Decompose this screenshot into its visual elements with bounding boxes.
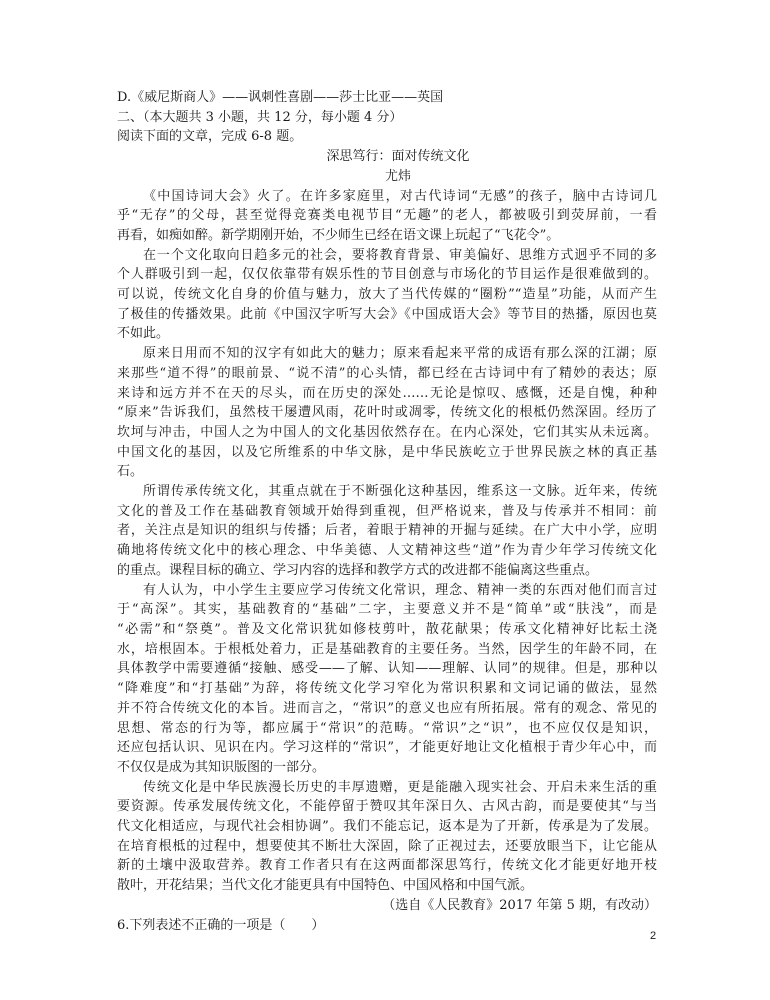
paragraph-line: 思想、常态的行为等，都应属于“常识”的范畴。“常识”之“识”，也不应仅仅是知识， bbox=[117, 720, 657, 736]
question-6: 6.下列表述不正确的一项是（ ） bbox=[117, 917, 325, 933]
paragraph-line: 《中国诗词大会》火了。在许多家庭里，对古代诗词“无感”的孩子，脑中古诗词几 bbox=[143, 188, 657, 204]
paragraph-line: 坎坷与冲击，中国人之为中国人的文化基因依然存在。在内心深处，它们其实从未远离。 bbox=[117, 424, 657, 440]
paragraph-line: 了极佳的传播效果。此前《中国汉字听写大会》《中国成语大会》等节目的热播，原因也莫 bbox=[117, 306, 657, 322]
paragraph-line: 文化的普及工作在基础教育领域开始得到重视，但严格说来，普及与传承并不相同：前 bbox=[117, 503, 657, 519]
paragraph-line: 水，培根固本。于根柢处着力，正是基础教育的主要任务。当然，因学生的年龄不同，在 bbox=[117, 641, 657, 657]
paragraph-line: 再看，如痴如醉。新学期刚开始，不少师生已经在语文课上玩起了“飞花令”。 bbox=[117, 227, 560, 243]
paragraph-line: 可以说，传统文化自身的价值与魅力，放大了当代传媒的“圈粉”“造星”功能，从而产生 bbox=[117, 287, 657, 303]
paragraph-line: 的重点。课程目标的确立、学习内容的选择和教学方式的改进都不能偏离这些重点。 bbox=[117, 562, 599, 578]
paragraph-line: 来那些“道不得”的眼前景、“说不清”的心头情，都已经在古诗词中有了精妙的表达；原 bbox=[117, 365, 657, 381]
paragraph-line: 者，关注点是知识的组织与传播；后者，着眼于精神的开掘与延续。在广大中小学，应明 bbox=[117, 523, 657, 539]
article-paragraph bbox=[117, 246, 657, 345]
option-d: D.《威尼斯商人》——讽刺性喜剧——莎士比亚——英国 bbox=[117, 90, 444, 105]
paragraph-line: 不仅仅是成为其知识版图的一部分。 bbox=[117, 759, 326, 775]
paragraph-line: 在一个文化取向日趋多元的社会，要将教育背景、审美偏好、思维方式迥乎不同的多 bbox=[143, 247, 657, 263]
paragraph-line: 石。 bbox=[117, 464, 144, 480]
paragraph-line: 并不符合传统文化的本旨。进而言之，“常识”的意义也应有所拓展。常有的观念、常见的 bbox=[117, 700, 657, 716]
paragraph-line: 代文化相适应，与现代社会相协调”。我们不能忘记，返本是为了开新，传承是为了发展。 bbox=[117, 819, 657, 835]
paragraph-line: “原来”告诉我们，虽然枝干屡遭风雨，花叶时或凋零，传统文化的根柢仍然深固。经历了 bbox=[117, 405, 657, 421]
paragraph-line: 乎“无存”的父母，甚至觉得竞赛类电视节目“无趣”的老人，都被吸引到荧屏前，一看 bbox=[117, 208, 657, 224]
paragraph-line: “降难度”和“打基础”为辞，将传统文化学习窄化为常识积累和文词记诵的做法，显然 bbox=[117, 681, 657, 697]
paragraph-line: 原来日用而不知的汉字有如此大的魅力；原来看起来平常的成语有那么深的江湖；原 bbox=[143, 346, 657, 362]
article-paragraph bbox=[117, 187, 657, 246]
article-paragraph bbox=[117, 581, 657, 778]
article-paragraph bbox=[117, 344, 657, 482]
paragraph-line: 要资源。传承发展传统文化，不能停留于赞叹其年深日久、古风古韵，而是要使其“与当 bbox=[117, 799, 657, 815]
article-title: 深思笃行：面对传统文化 bbox=[326, 149, 470, 165]
paragraph-line: 具体教学中需要遵循“接触、感受——了解、认知——理解、认同”的规律。但是，那种以 bbox=[117, 661, 657, 677]
instruction: 阅读下面的文章，完成 6-8 题。 bbox=[117, 129, 303, 145]
article-author: 尤炜 bbox=[384, 168, 411, 184]
exam-page bbox=[117, 88, 657, 935]
paragraph-line: 有人认为，中小学生主要应学习传统文化常识，理念、精神一类的东西对他们而言过 bbox=[143, 582, 657, 598]
paragraph-line: 传统文化是中华民族漫长历史的丰厚遗赠，更是能融入现实社会、开启未来生活的重 bbox=[143, 779, 657, 795]
paragraph-line: 所谓传承传统文化，其重点就在于不断强化这种基因，维系这一文脉。近年来，传统 bbox=[143, 484, 657, 500]
paragraph-line: 散叶，开花结果；当代文化才能更具有中国特色、中国风格和中国气派。 bbox=[117, 878, 534, 894]
paragraph-line: 在培育根柢的过程中，想要使其不断壮大深固，除了正视过去，还要放眼当下，让它能从 bbox=[117, 838, 657, 854]
article-paragraph bbox=[117, 482, 657, 581]
paragraph-line: 不如此。 bbox=[117, 326, 170, 342]
article-body bbox=[117, 187, 657, 896]
page-number: 2 bbox=[650, 930, 657, 942]
paragraph-line: 还应包括认识、见识在内。学习这样的“常识”，才能更好地让文化植根于青少年心中，而 bbox=[117, 740, 657, 756]
section-header: 二、（本大题共 3 小题，共 12 分，每小题 4 分） bbox=[117, 109, 403, 125]
paragraph-line: 于“高深”。其实，基础教育的“基础”二字，主要意义并不是“简单”或“肤浅”，而是 bbox=[117, 602, 657, 618]
paragraph-line: 确地将传统文化中的核心理念、中华美德、人文精神这些“道”作为青少年学习传统文化 bbox=[117, 543, 657, 559]
paragraph-line: 来诗和远方并不在天的尽头，而在历史的深处……无论是惊叹、感慨，还是自愧，种种 bbox=[117, 385, 657, 401]
article-paragraph bbox=[117, 778, 657, 896]
article-source: （选自《人民教育》2017 年第 5 期，有改动） bbox=[382, 897, 657, 913]
paragraph-line: “必需”和“祭奠”。普及文化常识犹如修枝剪叶，散花献果；传承文化精神好比耘土浇 bbox=[117, 621, 657, 637]
paragraph-line: 新的土壤中汲取营养。教育工作者只有在这两面都深思笃行，传统文化才能更好地开枝 bbox=[117, 858, 657, 874]
paragraph-line: 个人群吸引到一起，仅仅依靠带有娱乐性的节目创意与市场化的节目运作是很难做到的。 bbox=[117, 267, 657, 283]
paragraph-line: 中国文化的基因，以及它所维系的中华文脉，是中华民族屹立于世界民族之林的真正基 bbox=[117, 444, 657, 460]
